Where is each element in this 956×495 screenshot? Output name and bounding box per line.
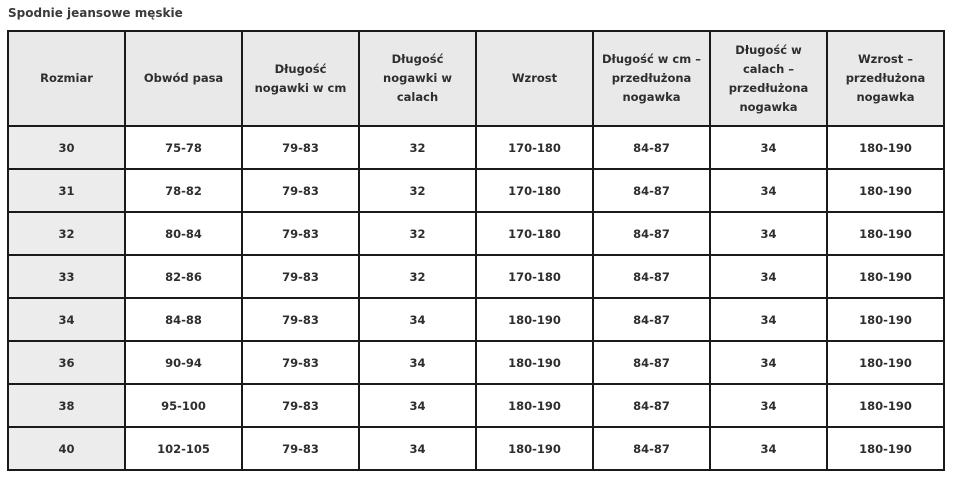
- leg-length-cm-cell: 79-83: [242, 341, 359, 384]
- header-dlugosc-nogawki-cale: Długość nogawki w calach: [359, 31, 476, 126]
- extended-length-inch-cell: 34: [710, 384, 827, 427]
- extended-height-cell: 180-190: [827, 427, 944, 470]
- waist-cell: 84-88: [125, 298, 242, 341]
- leg-length-inch-cell: 32: [359, 212, 476, 255]
- size-cell: 36: [8, 341, 125, 384]
- height-cell: 170-180: [476, 169, 593, 212]
- table-row: [8, 255, 944, 298]
- leg-length-inch-cell: 34: [359, 427, 476, 470]
- size-cell: 30: [8, 126, 125, 169]
- extended-height-cell: 180-190: [827, 212, 944, 255]
- extended-length-cm-cell: 84-87: [593, 341, 710, 384]
- table-row: [8, 427, 944, 470]
- leg-length-inch-cell: 32: [359, 126, 476, 169]
- leg-length-inch-cell: 34: [359, 384, 476, 427]
- header-dlugosc-cale-przedluzona: Długość w calach – przedłużona nogawka: [710, 31, 827, 126]
- height-cell: 180-190: [476, 341, 593, 384]
- extended-height-cell: 180-190: [827, 384, 944, 427]
- extended-length-inch-cell: 34: [710, 255, 827, 298]
- leg-length-inch-cell: 32: [359, 255, 476, 298]
- leg-length-inch-cell: 32: [359, 169, 476, 212]
- height-cell: 170-180: [476, 255, 593, 298]
- waist-cell: 78-82: [125, 169, 242, 212]
- height-cell: 180-190: [476, 298, 593, 341]
- extended-length-inch-cell: 34: [710, 212, 827, 255]
- table-row: [8, 341, 944, 384]
- size-cell: 34: [8, 298, 125, 341]
- table-row: [8, 212, 944, 255]
- extended-length-inch-cell: 34: [710, 169, 827, 212]
- height-cell: 170-180: [476, 126, 593, 169]
- header-wzrost-przedluzona: Wzrost – przedłużona nogawka: [827, 31, 944, 126]
- header-dlugosc-cm-przedluzona: Długość w cm – przedłużona nogawka: [593, 31, 710, 126]
- waist-cell: 102-105: [125, 427, 242, 470]
- extended-length-inch-cell: 34: [710, 427, 827, 470]
- size-cell: 31: [8, 169, 125, 212]
- header-obwod-pasa: Obwód pasa: [125, 31, 242, 126]
- size-cell: 33: [8, 255, 125, 298]
- waist-cell: 82-86: [125, 255, 242, 298]
- leg-length-cm-cell: 79-83: [242, 298, 359, 341]
- waist-cell: 80-84: [125, 212, 242, 255]
- extended-height-cell: 180-190: [827, 169, 944, 212]
- extended-length-cm-cell: 84-87: [593, 384, 710, 427]
- extended-length-cm-cell: 84-87: [593, 427, 710, 470]
- extended-height-cell: 180-190: [827, 255, 944, 298]
- leg-length-cm-cell: 79-83: [242, 255, 359, 298]
- height-cell: 180-190: [476, 427, 593, 470]
- waist-cell: 75-78: [125, 126, 242, 169]
- table-body: [8, 126, 944, 470]
- extended-length-cm-cell: 84-87: [593, 212, 710, 255]
- leg-length-cm-cell: 79-83: [242, 384, 359, 427]
- extended-length-cm-cell: 84-87: [593, 169, 710, 212]
- height-cell: 170-180: [476, 212, 593, 255]
- extended-length-inch-cell: 34: [710, 298, 827, 341]
- header-rozmiar: Rozmiar: [8, 31, 125, 126]
- leg-length-inch-cell: 34: [359, 298, 476, 341]
- extended-length-cm-cell: 84-87: [593, 126, 710, 169]
- extended-length-cm-cell: 84-87: [593, 255, 710, 298]
- extended-height-cell: 180-190: [827, 298, 944, 341]
- size-cell: 38: [8, 384, 125, 427]
- leg-length-cm-cell: 79-83: [242, 126, 359, 169]
- table-row: [8, 169, 944, 212]
- extended-height-cell: 180-190: [827, 341, 944, 384]
- header-wzrost: Wzrost: [476, 31, 593, 126]
- leg-length-cm-cell: 79-83: [242, 212, 359, 255]
- table-header-row: [8, 31, 944, 126]
- table-row: [8, 126, 944, 169]
- table-row: [8, 384, 944, 427]
- extended-height-cell: 180-190: [827, 126, 944, 169]
- leg-length-cm-cell: 79-83: [242, 427, 359, 470]
- size-chart-table: [7, 30, 945, 471]
- leg-length-inch-cell: 34: [359, 341, 476, 384]
- waist-cell: 95-100: [125, 384, 242, 427]
- waist-cell: 90-94: [125, 341, 242, 384]
- size-cell: 40: [8, 427, 125, 470]
- extended-length-cm-cell: 84-87: [593, 298, 710, 341]
- size-cell: 32: [8, 212, 125, 255]
- height-cell: 180-190: [476, 384, 593, 427]
- table-row: [8, 298, 944, 341]
- page-title: Spodnie jeansowe męskie: [8, 6, 183, 20]
- extended-length-inch-cell: 34: [710, 126, 827, 169]
- header-dlugosc-nogawki-cm: Długość nogawki w cm: [242, 31, 359, 126]
- leg-length-cm-cell: 79-83: [242, 169, 359, 212]
- extended-length-inch-cell: 34: [710, 341, 827, 384]
